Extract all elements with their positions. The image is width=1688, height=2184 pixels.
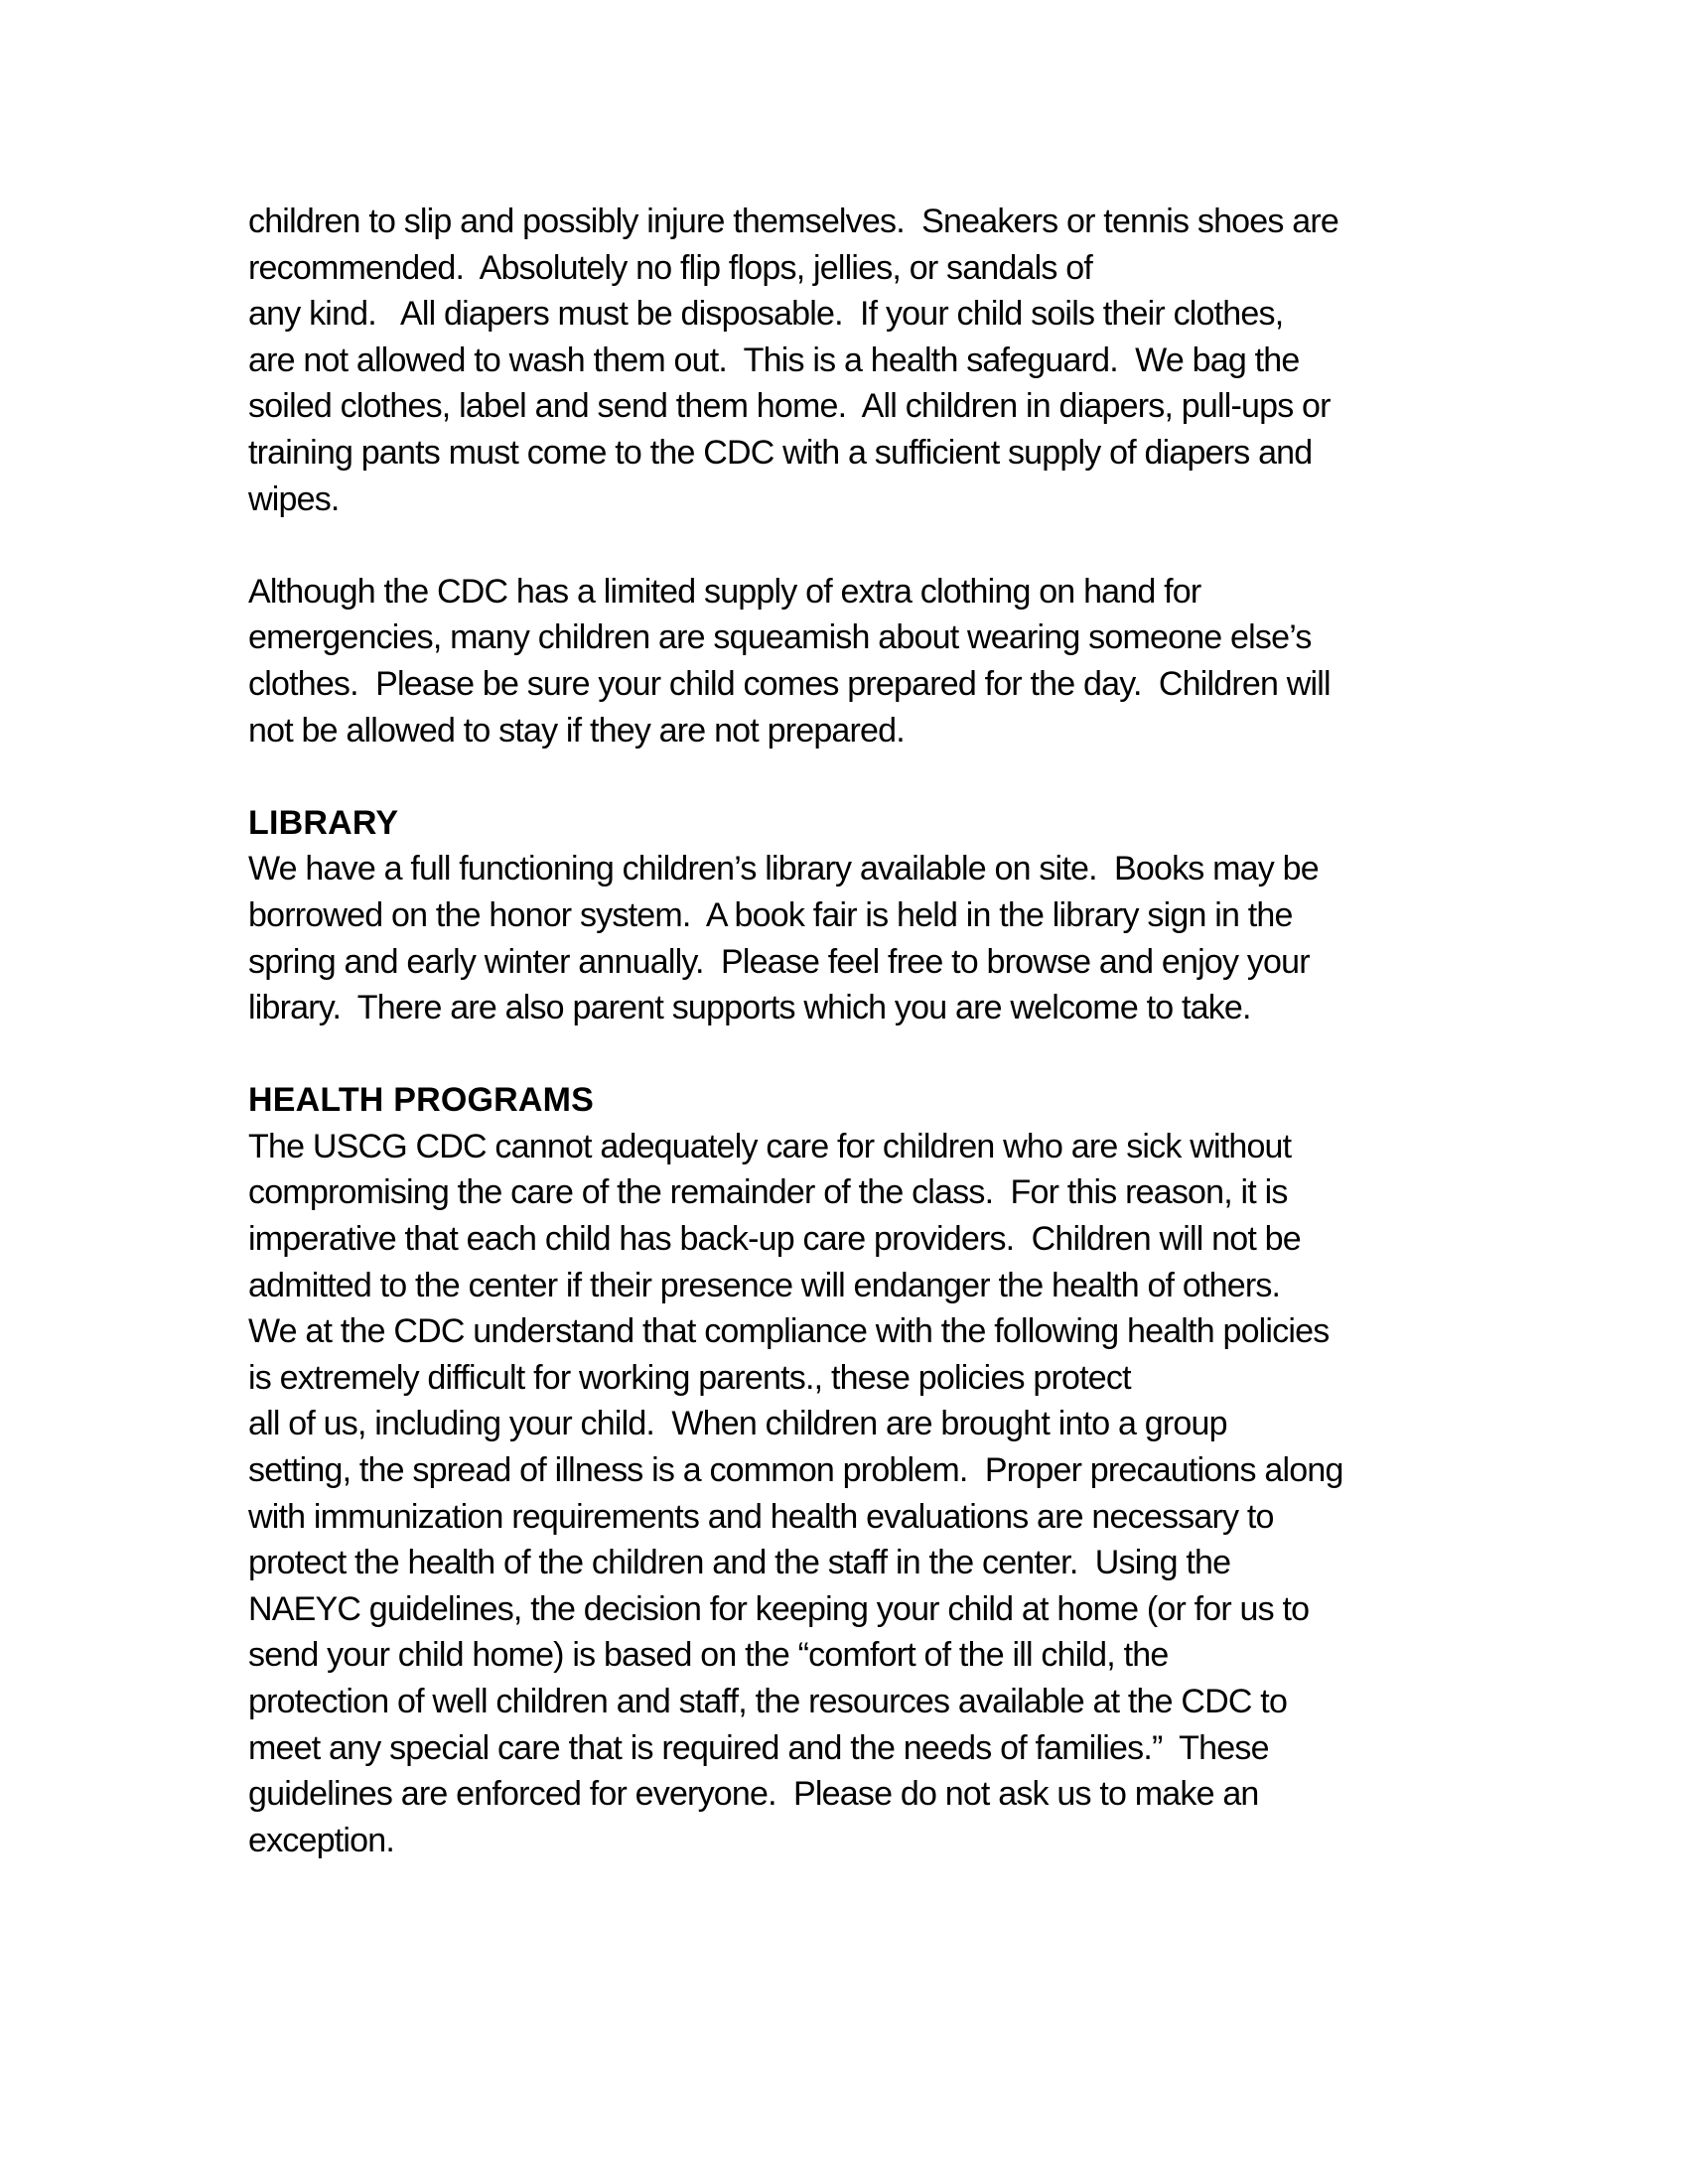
text-line: protection of well children and staff, the resources available at the CDC to (248, 1683, 1288, 1720)
health-programs-paragraph (248, 1124, 1539, 1864)
text-line: are not allowed to wash them out. This is a health safeguard. We bag the (248, 341, 1300, 379)
text-line: any kind. All diapers must be disposable. If your child soils their clothes, (248, 295, 1284, 334)
text-line: emergencies, many children are squeamish about wearing someone else’s (248, 618, 1312, 657)
text-line: children to slip and possibly injure themselves. Sneakers or tennis shoes are (248, 203, 1338, 240)
text-line: guidelines are enforced for everyone. Please do not ask us to make an (248, 1775, 1259, 1814)
text-line: training pants must come to the CDC with a sufficient supply of diapers and (248, 433, 1313, 472)
section-heading: HEALTH PROGRAMS (248, 1081, 595, 1120)
text-line: all of us, including your child. When children are brought into a group (248, 1405, 1227, 1443)
text-line: admitted to the center if their presence will endanger the health of others. (248, 1266, 1281, 1304)
text-line: clothes. Please be sure your child comes prepared for the day. Children will (248, 664, 1331, 703)
text-line: The USCG CDC cannot adequately care for children who are sick without (248, 1127, 1292, 1165)
text-line: We at the CDC understand that compliance with the following health policies (248, 1312, 1330, 1351)
text-line: We have a full functioning children’s library available on site. Books may be (248, 850, 1319, 888)
text-line: Although the CDC has a limited supply of extra clothing on hand for (248, 572, 1201, 611)
section-heading: LIBRARY (248, 803, 399, 842)
text-line: soiled clothes, label and send them home. All children in diapers, pull-ups or (248, 387, 1331, 426)
text-line: send your child home) is based on the “comfort of the ill child, the (248, 1636, 1169, 1675)
text-line: setting, the spread of illness is a common problem. Proper precautions along (248, 1451, 1343, 1490)
library-paragraph (248, 846, 1539, 1030)
text-line: compromising the care of the remainder of the class. For this reason, it is (248, 1173, 1288, 1212)
extra-clothing-paragraph (248, 569, 1539, 753)
text-line: meet any special care that is required and the needs of families.” These (248, 1728, 1269, 1767)
health-programs-section-heading (248, 1077, 1539, 1124)
text-line: borrowed on the honor system. A book fair is held in the library sign in the (248, 895, 1293, 934)
text-line: recommended. Absolutely no flip flops, jellies, or sandals of (248, 248, 1092, 287)
text-line: library. There are also parent supports which you are welcome to take. (248, 989, 1251, 1027)
text-line: wipes. (248, 479, 340, 518)
clothing-policy-paragraph (248, 199, 1539, 522)
library-section-heading (248, 800, 1539, 847)
document-body (248, 199, 1539, 1863)
text-line: spring and early winter annually. Please feel free to browse and enjoy your (248, 942, 1310, 981)
text-line: with immunization requirements and health evaluations are necessary to (248, 1497, 1274, 1536)
text-line: is extremely difficult for working parents., these policies protect (248, 1358, 1131, 1397)
text-line: not be allowed to stay if they are not prepared. (248, 711, 905, 750)
text-line: NAEYC guidelines, the decision for keeping your child at home (or for us to (248, 1589, 1310, 1628)
text-line: protect the health of the children and the staff in the center. Using the (248, 1544, 1231, 1582)
text-line: imperative that each child has back-up care providers. Children will not be (248, 1220, 1301, 1259)
text-line: exception. (248, 1821, 394, 1859)
